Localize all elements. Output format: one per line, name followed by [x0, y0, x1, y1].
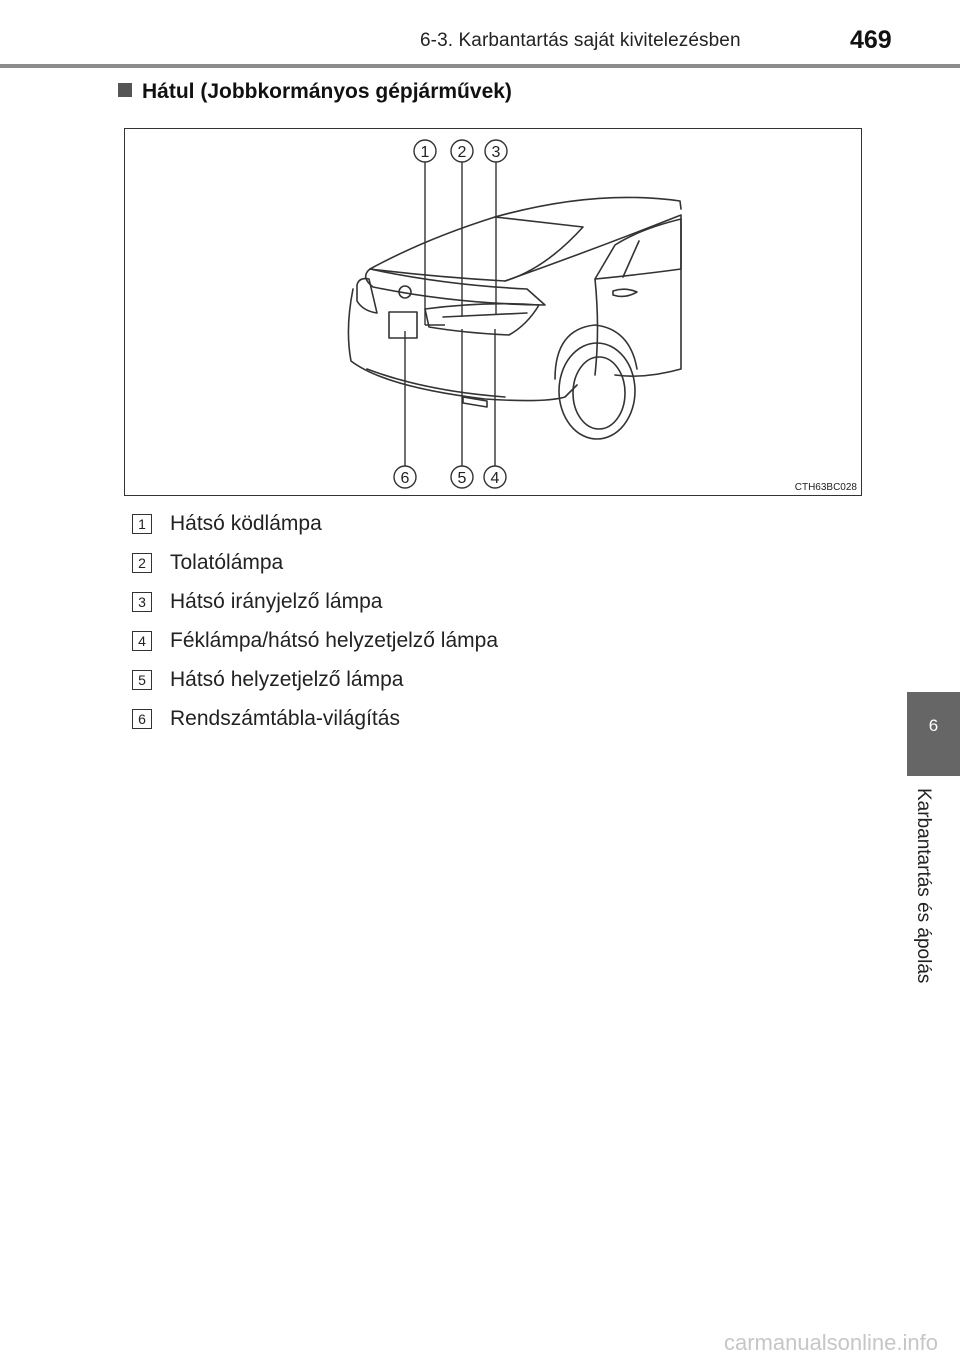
legend-item — [132, 699, 498, 738]
section-heading-text: Hátul (Jobbkormányos gépjárművek) — [142, 80, 512, 103]
svg-text:5: 5 — [457, 470, 467, 487]
door-line — [595, 279, 598, 375]
section-heading — [118, 80, 512, 104]
callout-bottom-4 — [484, 466, 506, 488]
window-pillar — [623, 241, 639, 277]
legend-text: Rendszámtábla-világítás — [170, 706, 400, 730]
callout-bottom-6 — [394, 466, 416, 488]
svg-text:6: 6 — [400, 470, 410, 487]
legend-item — [132, 582, 498, 621]
rear-wheel-rim — [573, 357, 625, 429]
chapter-tab-number: 6 — [928, 716, 939, 735]
svg-text:1: 1 — [420, 144, 430, 161]
legend-item — [132, 543, 498, 582]
callout-top-1 — [414, 140, 436, 162]
legend-number: 2 — [132, 553, 152, 573]
legend-number: 4 — [132, 631, 152, 651]
legend-number: 5 — [132, 670, 152, 690]
figure-code: CTH63BC028 — [794, 482, 857, 493]
square-bullet-icon — [118, 83, 132, 97]
right-tail-lamp — [425, 304, 539, 335]
right-tail-lamp-inner — [443, 313, 527, 317]
legend-number: 6 — [132, 709, 152, 729]
chapter-label: Karbantartás és ápolás — [913, 788, 934, 984]
rear-window-outline — [370, 217, 583, 281]
chapter-tab[interactable] — [907, 692, 960, 776]
body-side-outline — [505, 215, 681, 376]
license-plate-area — [389, 312, 417, 338]
trunk-lid-outline — [366, 269, 545, 305]
legend-number: 3 — [132, 592, 152, 612]
legend-list — [132, 504, 498, 738]
callout-top-3 — [485, 140, 507, 162]
door-handle — [613, 289, 637, 296]
legend-text: Féklámpa/hátsó helyzetjelző lámpa — [170, 628, 499, 652]
watermark: carmanualsonline.info — [723, 1330, 938, 1355]
car-rear-figure — [124, 128, 862, 496]
legend-text: Hátsó irányjelző lámpa — [170, 589, 383, 613]
callout-bottom-5 — [451, 466, 473, 488]
legend-text: Hátsó helyzetjelző lámpa — [170, 667, 404, 691]
callout-top-2 — [451, 140, 473, 162]
car-rear-illustration — [125, 129, 863, 497]
svg-text:4: 4 — [490, 470, 500, 487]
svg-text:2: 2 — [457, 144, 467, 161]
legend-text: Hátsó ködlámpa — [170, 511, 322, 535]
car-roof-outline — [495, 197, 681, 217]
left-tail-lamp — [357, 279, 377, 313]
running-header-section: 6-3. Karbantartás saját kivitelezésben — [420, 30, 741, 51]
legend-item — [132, 504, 498, 543]
legend-text: Tolatólámpa — [170, 550, 284, 574]
legend-item — [132, 660, 498, 699]
svg-text:3: 3 — [491, 144, 501, 161]
side-window-outline — [595, 219, 681, 279]
header-divider — [0, 64, 960, 68]
legend-number: 1 — [132, 514, 152, 534]
bumper-lower-line — [367, 369, 505, 397]
page-number: 469 — [850, 26, 892, 54]
legend-item — [132, 621, 498, 660]
